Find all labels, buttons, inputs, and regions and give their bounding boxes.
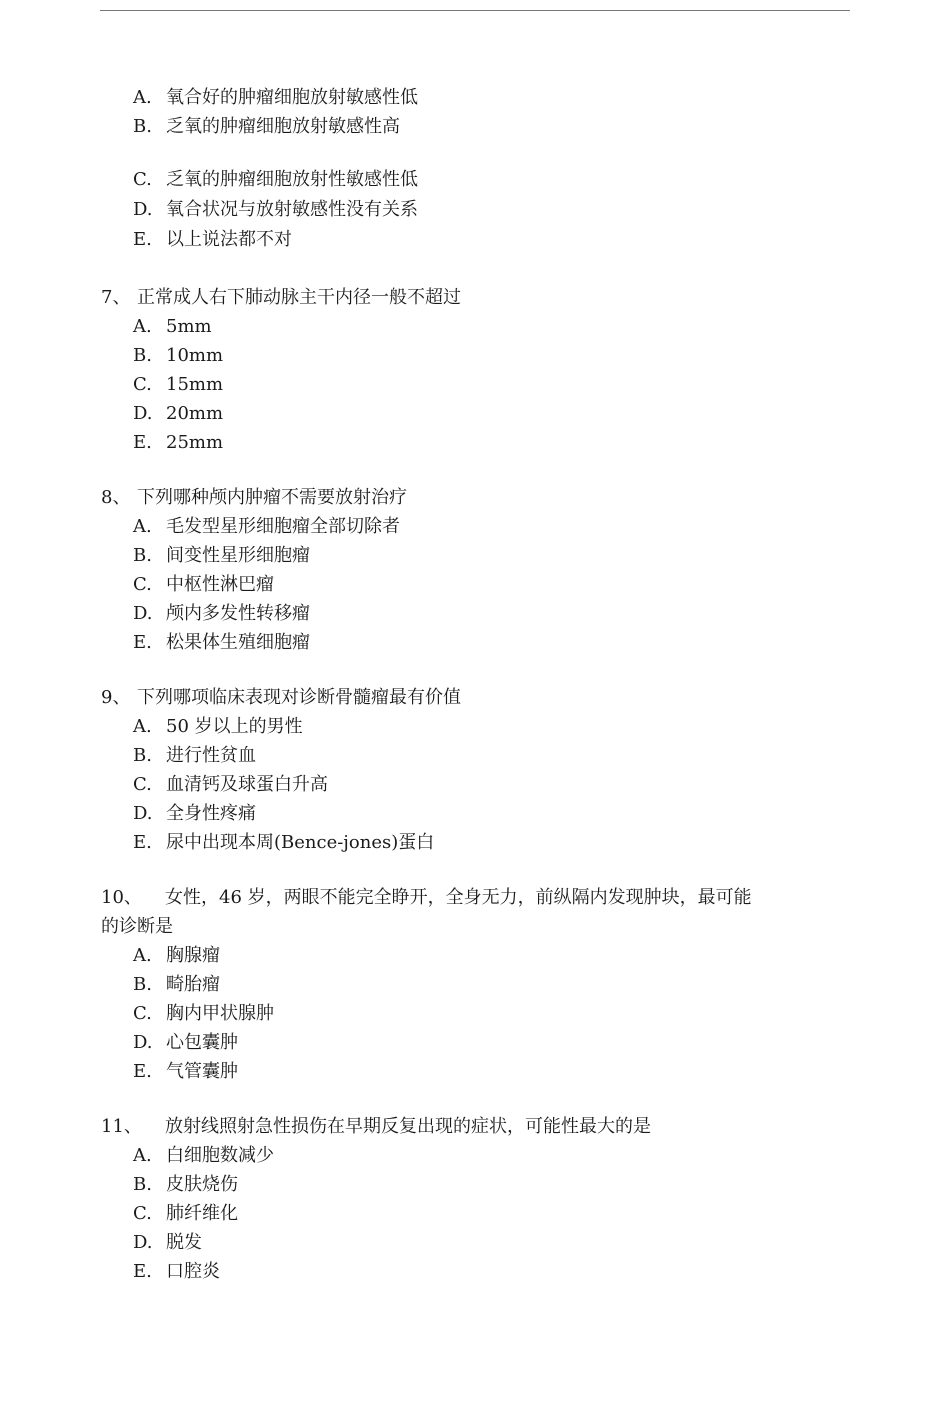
option-letter: C.	[133, 574, 152, 595]
q8-option-b	[133, 545, 310, 567]
option-letter: A.	[133, 87, 152, 108]
option-letter: C.	[133, 774, 152, 795]
q9-stem	[101, 687, 461, 709]
option-letter: C.	[133, 374, 152, 395]
question-text: 下列哪项临床表现对诊断骨髓瘤最有价值	[137, 687, 461, 708]
q7-stem	[101, 287, 461, 309]
q6-option-e	[133, 229, 292, 251]
question-text-line1: 女性，46 岁，两眼不能完全睁开，全身无力，前纵隔内发现肿块，最可能	[165, 887, 752, 908]
option-text: 中枢性淋巴瘤	[166, 574, 274, 595]
option-letter: B.	[133, 745, 152, 766]
option-text: 25mm	[166, 432, 224, 453]
option-letter: A.	[133, 716, 152, 737]
q9-option-b	[133, 745, 256, 767]
option-text: 血清钙及球蛋白升高	[166, 774, 328, 795]
option-text: 口腔炎	[166, 1261, 220, 1282]
q9-option-c	[133, 774, 328, 796]
option-text: 毛发型星形细胞瘤全部切除者	[166, 516, 400, 537]
option-letter: E.	[133, 229, 152, 250]
q7-option-d	[133, 403, 223, 425]
q6-option-b	[133, 116, 400, 138]
option-text: 气管囊肿	[166, 1061, 238, 1082]
option-text: 间变性星形细胞瘤	[166, 545, 310, 566]
q11-option-d	[133, 1232, 202, 1254]
option-text: 松果体生殖细胞瘤	[166, 632, 310, 653]
option-text: 心包囊肿	[166, 1032, 238, 1053]
option-text: 10mm	[166, 345, 224, 366]
q7-option-a	[133, 316, 212, 338]
q8-option-a	[133, 516, 400, 538]
q10-option-a	[133, 945, 220, 967]
option-letter: D.	[133, 199, 153, 220]
option-text: 胸腺瘤	[166, 945, 220, 966]
option-letter: B.	[133, 1174, 152, 1195]
option-letter: B.	[133, 545, 152, 566]
option-letter: E.	[133, 632, 152, 653]
option-text: 畸胎瘤	[166, 974, 220, 995]
question-text: 放射线照射急性损伤在早期反复出现的症状，可能性最大的是	[165, 1116, 651, 1137]
question-number: 10、	[101, 887, 142, 908]
option-letter: A.	[133, 316, 152, 337]
option-letter: C.	[133, 1003, 152, 1024]
option-letter: E.	[133, 1261, 152, 1282]
option-letter: E.	[133, 832, 152, 853]
option-text: 白细胞数减少	[166, 1145, 274, 1166]
q8-option-d	[133, 603, 310, 625]
q10-stem	[101, 887, 752, 909]
option-letter: D.	[133, 403, 153, 424]
q11-option-a	[133, 1145, 274, 1167]
question-number: 9、	[101, 687, 131, 708]
question-number: 7、	[101, 287, 131, 308]
q7-option-b	[133, 345, 223, 367]
q9-option-e	[133, 832, 434, 854]
option-letter: D.	[133, 803, 153, 824]
q7-option-c	[133, 374, 223, 396]
header-rule	[100, 10, 850, 11]
q11-option-e	[133, 1261, 220, 1283]
option-letter: B.	[133, 974, 152, 995]
q8-stem	[101, 487, 407, 509]
option-text: 脱发	[166, 1232, 202, 1253]
option-text: 氧合状况与放射敏感性没有关系	[166, 199, 418, 220]
option-text: 肺纤维化	[166, 1203, 238, 1224]
option-text: 全身性疼痛	[166, 803, 256, 824]
q10-stem-continued	[101, 916, 173, 938]
option-text: 5mm	[166, 316, 212, 337]
option-text: 皮肤烧伤	[166, 1174, 238, 1195]
q7-option-e	[133, 432, 223, 454]
q11-option-b	[133, 1174, 238, 1196]
q6-option-c	[133, 169, 418, 191]
q10-option-c	[133, 1003, 274, 1025]
option-text: 尿中出现本周(Bence-jones)蛋白	[166, 832, 435, 853]
q11-stem	[101, 1116, 651, 1138]
q6-option-a	[133, 87, 418, 109]
option-letter: E.	[133, 1061, 152, 1082]
option-text: 氧合好的肿瘤细胞放射敏感性低	[166, 87, 418, 108]
q6-option-d	[133, 199, 418, 221]
option-text: 20mm	[166, 403, 224, 424]
q8-option-e	[133, 632, 310, 654]
question-text: 下列哪种颅内肿瘤不需要放射治疗	[137, 487, 407, 508]
option-letter: D.	[133, 1032, 153, 1053]
q10-option-b	[133, 974, 220, 996]
q10-option-d	[133, 1032, 238, 1054]
q9-option-d	[133, 803, 256, 825]
option-text: 胸内甲状腺肿	[166, 1003, 274, 1024]
q9-option-a	[133, 716, 303, 738]
q10-option-e	[133, 1061, 238, 1083]
option-letter: C.	[133, 169, 152, 190]
option-letter: A.	[133, 516, 152, 537]
option-text: 进行性贫血	[166, 745, 256, 766]
option-letter: D.	[133, 1232, 153, 1253]
option-text: 颅内多发性转移瘤	[166, 603, 310, 624]
option-letter: D.	[133, 603, 153, 624]
option-letter: C.	[133, 1203, 152, 1224]
option-letter: B.	[133, 345, 152, 366]
question-text: 正常成人右下肺动脉主干内径一般不超过	[137, 287, 461, 308]
option-letter: A.	[133, 1145, 152, 1166]
option-text: 以上说法都不对	[166, 229, 292, 250]
q11-option-c	[133, 1203, 238, 1225]
question-text-line2: 的诊断是	[101, 916, 173, 937]
option-text: 乏氧的肿瘤细胞放射敏感性高	[166, 116, 400, 137]
option-letter: A.	[133, 945, 152, 966]
question-number: 11、	[101, 1116, 142, 1137]
option-letter: B.	[133, 116, 152, 137]
option-text: 15mm	[166, 374, 224, 395]
option-letter: E.	[133, 432, 152, 453]
question-number: 8、	[101, 487, 131, 508]
option-text: 乏氧的肿瘤细胞放射性敏感性低	[166, 169, 418, 190]
q8-option-c	[133, 574, 274, 596]
option-text: 50 岁以上的男性	[166, 716, 303, 737]
